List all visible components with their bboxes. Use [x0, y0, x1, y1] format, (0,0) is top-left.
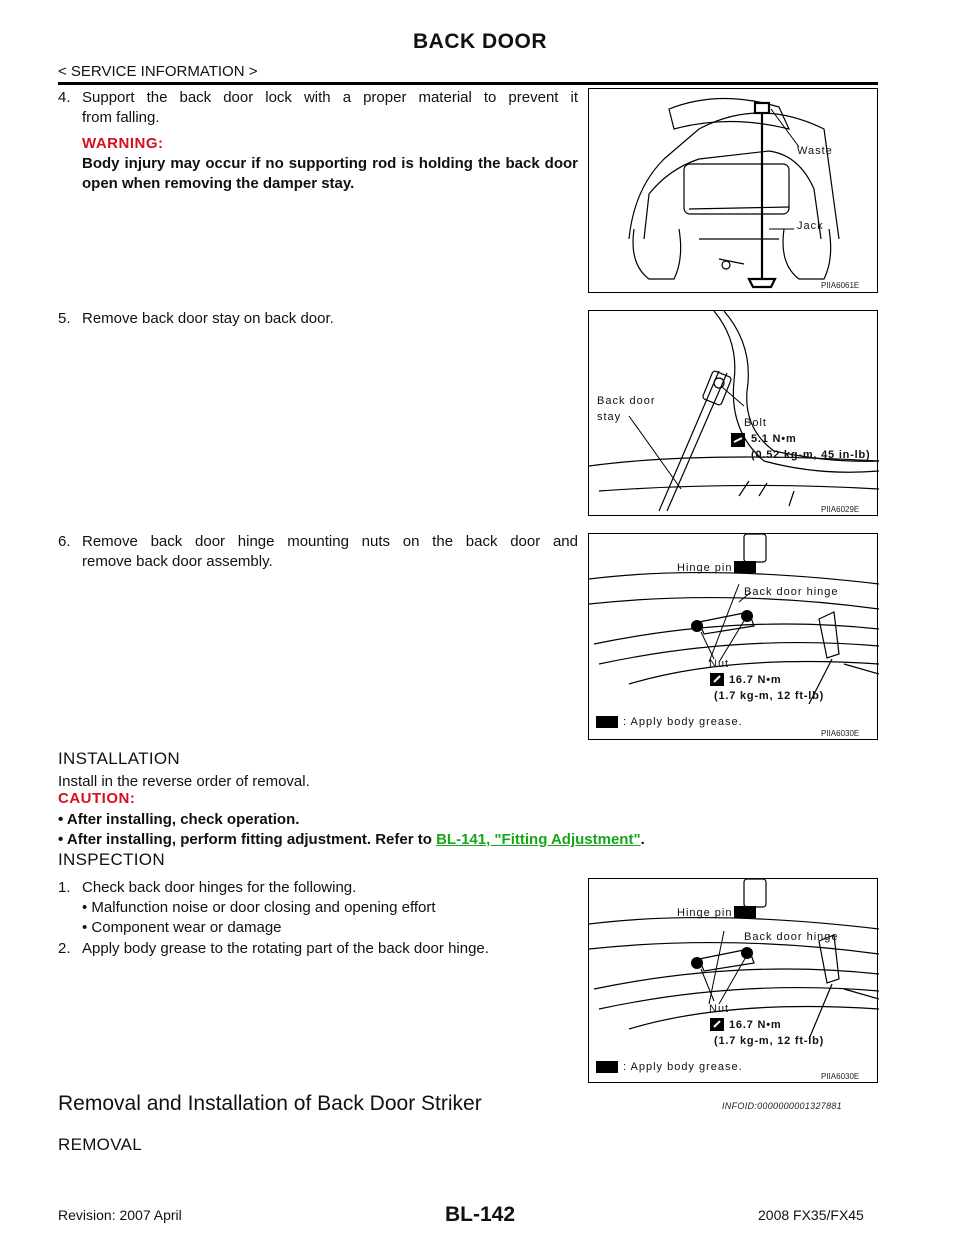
section-label: < SERVICE INFORMATION >	[58, 63, 258, 80]
callout-back-door-stay: Back door	[597, 395, 656, 407]
model-label: 2008 FX35/FX45	[758, 1207, 864, 1223]
callout-waste: Waste	[797, 145, 833, 157]
callout-hinge-pin: Hinge pin	[677, 907, 733, 919]
inspection-sub-2: • Component wear or damage	[82, 919, 282, 936]
step-number: 6.	[58, 533, 71, 550]
callout-back-door-stay-2: stay	[597, 411, 622, 423]
step-6	[58, 532, 578, 572]
page-number: BL-142	[444, 1203, 516, 1226]
step-number: 5.	[58, 310, 71, 327]
torque-value: 16.7 N•m	[729, 674, 782, 686]
caution-text: After installing, perform fitting adjustment. Refer to	[66, 831, 432, 848]
step-5	[58, 309, 334, 329]
figure-back-door-hinge	[588, 533, 878, 740]
back-door-stay-illustration	[589, 311, 879, 517]
inspection-sub-1: • Malfunction noise or door closing and opening effort	[82, 899, 436, 916]
callout-nut: Nut	[709, 658, 730, 670]
fitting-adjustment-link[interactable]: BL-141, "Fitting Adjustment"	[436, 831, 641, 848]
step-text: Remove back door hinge mounting nuts on the back door and	[82, 533, 578, 550]
callout-back-door-hinge: Back door hinge	[744, 931, 839, 943]
torque-value: 5.1 N•m	[751, 433, 797, 445]
grease-legend: : Apply body grease.	[623, 716, 743, 728]
warning-label: WARNING:	[82, 135, 164, 152]
item-text: Apply body grease to the rotating part of the back door hinge.	[82, 940, 489, 957]
torque-conversion: (1.7 kg-m, 12 ft-lb)	[714, 690, 825, 702]
step-4	[58, 88, 578, 194]
step-number: 4.	[58, 89, 71, 106]
caution-label: CAUTION:	[58, 790, 136, 807]
installation-text: Install in the reverse order of removal.	[58, 773, 310, 790]
caution-bullet-2: • After installing, perform fitting adjustment. Refer to BL-141, "Fitting Adjustment".	[58, 831, 645, 848]
figure-back-door-stay	[588, 310, 878, 516]
step-text: Support the back door lock with a proper material to prevent it	[82, 89, 578, 106]
step-text: Remove back door stay on back door.	[82, 310, 334, 327]
caution-text-end: .	[640, 831, 645, 848]
step-text-continued: from falling.	[82, 109, 160, 126]
caution-text: After installing, check operation.	[66, 811, 300, 828]
item-number: 1.	[58, 879, 71, 896]
item-number: 2.	[58, 940, 71, 957]
striker-heading: Removal and Installation of Back Door Striker	[58, 1092, 482, 1115]
hinge-illustration	[589, 534, 879, 741]
figure-code: PIIA6029E	[821, 505, 860, 514]
sub-text: Component wear or damage	[91, 919, 282, 936]
figure-code: PIIA6030E	[821, 729, 860, 738]
callout-nut: Nut	[709, 1003, 730, 1015]
figure-back-door-hinge-grease	[588, 878, 878, 1083]
inspection-heading: INSPECTION	[58, 850, 165, 869]
torque-value: 16.7 N•m	[729, 1019, 782, 1031]
callout-bolt: Bolt	[744, 417, 767, 429]
torque-conversion: (1.7 kg-m, 12 ft-lb)	[714, 1035, 825, 1047]
callout-back-door-hinge: Back door hinge	[744, 586, 839, 598]
figure-jack-support	[588, 88, 878, 293]
inspection-item-1	[58, 878, 356, 898]
callout-hinge-pin: Hinge pin	[677, 562, 733, 574]
torque-conversion: (0.52 kg-m, 45 in-lb)	[751, 449, 871, 461]
info-id: INFOID:0000000001327881	[722, 1101, 842, 1111]
installation-heading: INSTALLATION	[58, 749, 180, 768]
hinge-illustration	[589, 879, 879, 1084]
figure-code: PIIA6061E	[821, 281, 860, 290]
grease-legend: : Apply body grease.	[623, 1061, 743, 1073]
page-title: BACK DOOR	[413, 30, 547, 53]
revision-label: Revision: 2007 April	[58, 1207, 182, 1223]
warning-text: Body injury may occur if no supporting rod is holding the back door open when removing the damper stay.	[82, 155, 578, 192]
figure-code: PIIA6030E	[821, 1072, 860, 1081]
step-text-continued: remove back door assembly.	[82, 553, 273, 570]
caution-bullet-1: • After installing, check operation.	[58, 811, 300, 828]
sub-text: Malfunction noise or door closing and opening effort	[91, 899, 436, 916]
removal-heading: REMOVAL	[58, 1135, 142, 1154]
car-rear-illustration	[589, 89, 879, 294]
header-divider	[58, 82, 878, 85]
item-text: Check back door hinges for the following.	[82, 879, 357, 896]
callout-jack: Jack	[797, 220, 824, 232]
inspection-item-2	[58, 939, 489, 959]
